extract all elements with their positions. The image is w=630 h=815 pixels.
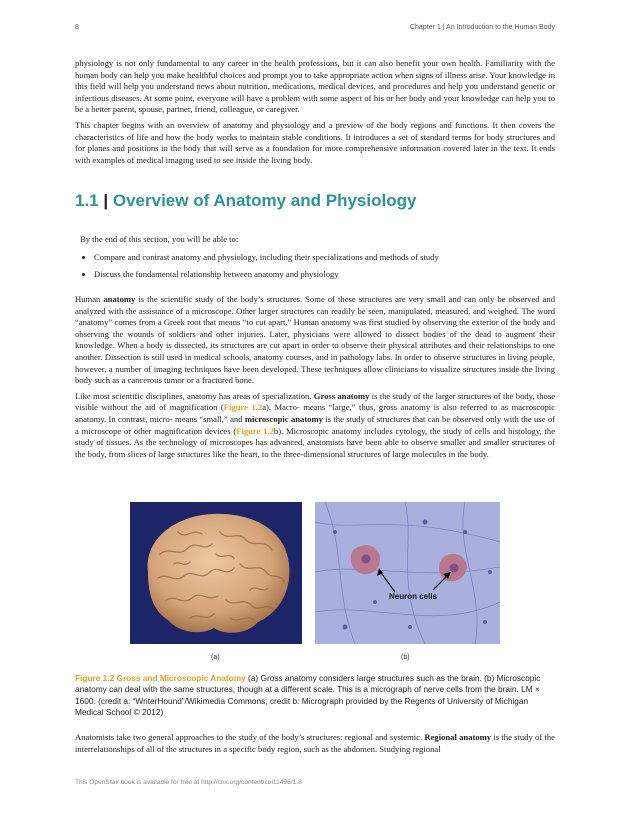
micrograph-image [315, 502, 500, 644]
brain-illustration [130, 502, 302, 644]
figure-caption [75, 673, 555, 719]
learning-objectives [80, 233, 550, 285]
section-number: 1.1 [75, 191, 99, 210]
term-anatomy: anatomy [103, 294, 136, 304]
anatomy-paragraph: Human anatomy is the scientific study of the body’s structures. Some of these structures are very small and can only be observed and analyzed with the assistance of a microscope. Other larger structures can readily be seen, manipulated, measured, and weighed. The word “anatomy” comes from a Greek root that means “to cut apart.” Human anatomy was first studied by observing the exterior of the body and observing the wounds of soldiers and other injuries. Later, physicians were allowed to dissect bodies of the dead to augment their knowledge. When a body is dissected, its structures are cut apart in order to observe their physical attributes and their relationships to one another. Dissection is still used in medical schools, anatomy courses, and in pathology labs. In order to observe structures in living people, however, a number of imaging techniques have been developed. These techniques allow clinicians to visualize structures inside the living body such as a cancerous tumor or a fractured bone. [75, 294, 555, 386]
term-microscopic-anatomy: microscopic anatomy [244, 413, 323, 424]
neuron-cells-label: Neuron cells [389, 592, 438, 601]
figure-link[interactable]: Figure 1.2 [223, 402, 263, 413]
figure-label-b: (b) [401, 654, 410, 661]
page-footer: This OpenStax book is available for free at http://cnx.org/content/col11496/1.8 [75, 779, 302, 786]
section-separator: | [103, 191, 109, 210]
section-heading [75, 191, 555, 211]
figure-link[interactable]: Figure 1.2 [236, 425, 274, 436]
chapter-header: Chapter 1 | An Introduction to the Human Body [409, 24, 555, 31]
section-title: Overview of Anatomy and Physiology [112, 191, 417, 210]
micrograph-illustration [315, 502, 500, 644]
figure-label-a: (a) [211, 654, 220, 661]
term-regional-anatomy: Regional anatomy [424, 732, 492, 742]
objectives-intro: By the end of this section, you will be able to: [80, 234, 239, 244]
figure-caption-label: Figure 1.2 Gross and Microscopic Anatomy [75, 673, 246, 683]
intro-paragraph-1: physiology is not only fundamental to any career in the health professions, but it can also benefit your own health. Familiarity with the human body can help you make healthful choices and prompt you to take appropriate action when signs of illness arise. Your knowledge in this field will help you understand news about nutrition, medications, medical devices, and procedures and help you understand genetic or infectious diseases. At some point, everyone will have a problem with some aspect of his or her body and your knowledge can help you to be a better parent, spouse, partner, friend, colleague, or caregiver. [75, 58, 555, 115]
figure-caption-text: (a) Gross anatomy considers large structures such as the brain. (b) Microscopic anatomy can deal with the same structures, though at a different scale. This is a micrograph of nerve cells from the brain. LM × 1600. (credit a: “WriterHound”/Wikimedia Commons; credit b: Micrograph provided by the Regents of University of Michigan Medical School © 2012) [75, 673, 541, 718]
intro-paragraph-2: This chapter begins with an overview of anatomy and physiology and a preview of the body regions and functions. It then covers the characteristics of life and how the body works to maintain stable conditions. It introduces a set of standard terms for body structures and for planes and positions in the body that will serve as a foundation for more comprehensive information covered later in the text. It ends with examples of medical imaging used to see inside the living body. [75, 119, 555, 165]
term-gross-anatomy: Gross anatomy [313, 390, 370, 401]
page-number: 8 [75, 24, 79, 31]
specialization-paragraph: Like most scientific disciplines, anatomy has areas of specialization. Gross anatomy is the study of the larger structures of the body, those visible without the aid of magnification (Figure 1.2a). Macro- means “large,” thus, gross anatomy is also referred to as macroscopic anatomy. In contrast, micro- means “small,” and microscopic anatomy is the study of structures that can be observed only with the use of a microscope or other magnification devices (Figure 1.2b). Microscopic anatomy includes cytology, the study of cells and histology, the study of tissues. As the technology of microscopes has advanced, anatomists have been able to observe smaller and smaller structures of the body, from slices of large structures like the heart, to the three-dimensional structures of large molecules in the body. [75, 390, 556, 459]
anatomy-section [75, 294, 555, 460]
objective-item: • Discuss the fundamental relationship between anatomy and physiology [94, 268, 550, 280]
objective-item: • Compare and contrast anatomy and physiology, including their specializations and methods of study [94, 251, 550, 263]
approach-section [75, 732, 555, 755]
brain-image [130, 502, 302, 644]
approach-paragraph: Anatomists take two general approaches to the study of the body’s structures: regional and systemic. Regional anatomy is the study of the interrelationships of all of the structures in a specific body region, such as the abdomen. Studying regional [75, 732, 555, 754]
intro-section [75, 58, 555, 166]
